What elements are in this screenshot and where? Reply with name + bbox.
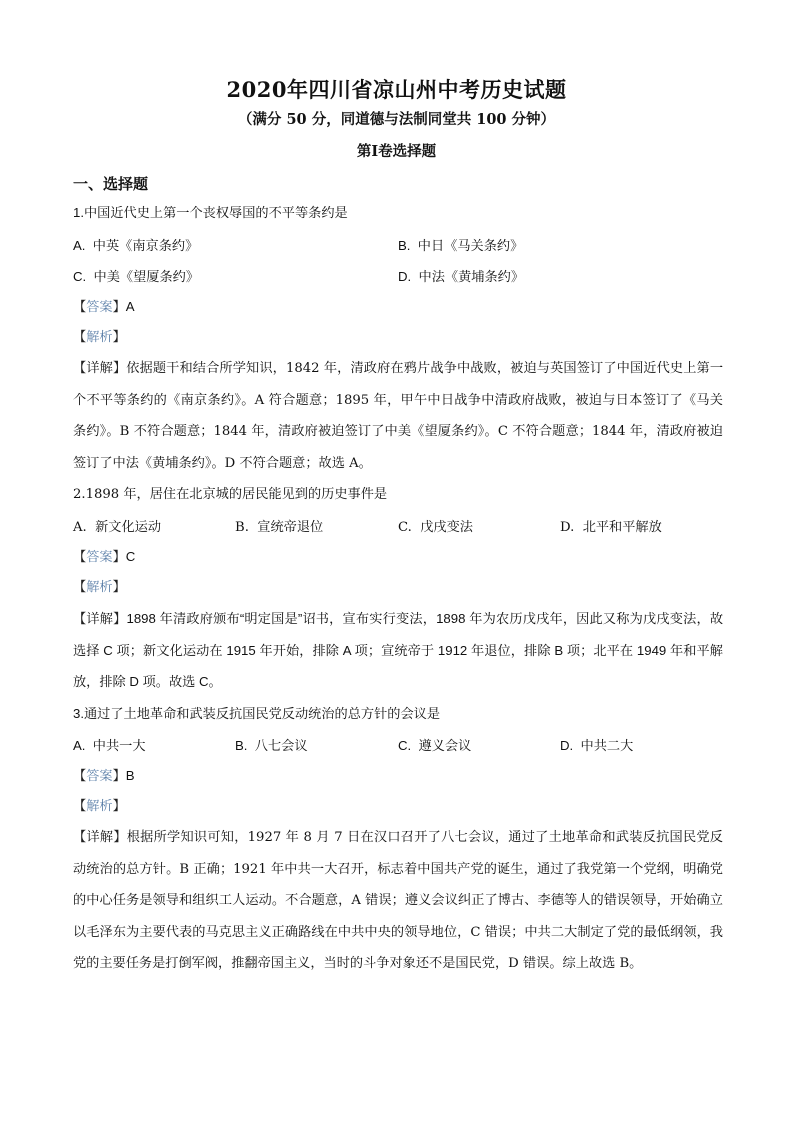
question-1-analysis-label: 【解析】 (73, 330, 126, 345)
question-2-option-c: C. 戊戌变法 (398, 520, 473, 535)
question-3-stem: 3.通过了土地革命和武装反抗国民党反动统治的总方针的会议是 (73, 706, 441, 721)
question-1-detail: 【详解】依据题干和结合所学知识，1842 年，清政府在鸦片战争中战败，被迫与英国签订了中国近代史上第一个不平等条约的《南京条约》。A 符合题意；1895 年，甲午中日战争中清政府战败，被迫与日本签订了《马关条约》。B 不符合题意；1844 年，清政府被迫签订了中美《望厦条约》。C 不符合题意；1844 年，清政府被迫签订了中法《黄埔条约》。D 不符合题意；故选 A。 (73, 361, 724, 471)
question-1-stem: 1.中国近代史上第一个丧权辱国的不平等条约是 (73, 205, 348, 220)
question-3-option-c: C. 遵义会议 (398, 738, 472, 753)
question-2-analysis-label: 【解析】 (73, 580, 126, 595)
document-subtitle: （满分 50 分，同道德与法制同堂共 100 分钟） (237, 111, 556, 128)
question-2-option-d: D. 北平和平解放 (560, 520, 662, 535)
volume-heading: 第Ⅰ卷选择题 (356, 143, 437, 160)
question-2-detail: 【详解】1898 年清政府颁布“明定国是”诏书，宣布实行变法，1898 年为农历戊戌年，因此又称为戊戌变法，故选择 C 项；新文化运动在 1915 年开始，排除 A 项；宣统帝于 1912 年退位，排除 B 项；北平在 1949 年和平解放，排除 D 项。故选 C。 (73, 611, 724, 689)
question-3-detail: 【详解】根据所学知识可知，1927 年 8 月 7 日在汉口召开了八七会议，通过了土地革命和武装反抗国民党反动统治的总方针。B 正确；1921 年中共一大召开，标志着中国共产党的诞生，通过了我党第一个党纲，明确党的中心任务是领导和组织工人运动。不合题意，A 错误；遵义会议纠正了博古、李德等人的错误领导，开始确立以毛泽东为主要代表的马克思主义正确路线在中共中央的领导地位，C 错误；中共二大制定了党的最低纲领，我党的主要任务是打倒军阀，推翻帝国主义，当时的斗争对象还不是国民党，D 错误。综上故选 B。 (73, 830, 723, 971)
question-1-option-b: B. 中日《马关条约》 (398, 238, 524, 253)
question-2-option-a: A. 新文化运动 (73, 520, 162, 535)
question-3-analysis-label: 【解析】 (73, 799, 126, 814)
question-1-option-c: C. 中美《望厦条约》 (73, 269, 200, 284)
question-1-answer: 【答案】A (73, 299, 135, 315)
question-3-option-b: B. 八七会议 (235, 738, 308, 753)
question-2-answer: 【答案】C (73, 549, 136, 565)
question-3-option-a: A. 中共一大 (73, 738, 146, 753)
question-2-option-b: B. 宣统帝退位 (235, 520, 324, 535)
question-3-option-d: D. 中共二大 (560, 738, 634, 753)
question-2-stem: 2.1898 年，居住在北京城的居民能见到的历史事件是 (73, 487, 388, 502)
question-3-answer: 【答案】B (73, 768, 135, 784)
question-1-option-a: A. 中英《南京条约》 (73, 238, 199, 253)
document-title: 2020年四川省凉山州中考历史试题 (226, 77, 567, 102)
section-heading: 一、选择题 (73, 175, 149, 193)
question-1-option-d: D. 中法《黄埔条约》 (398, 269, 525, 284)
